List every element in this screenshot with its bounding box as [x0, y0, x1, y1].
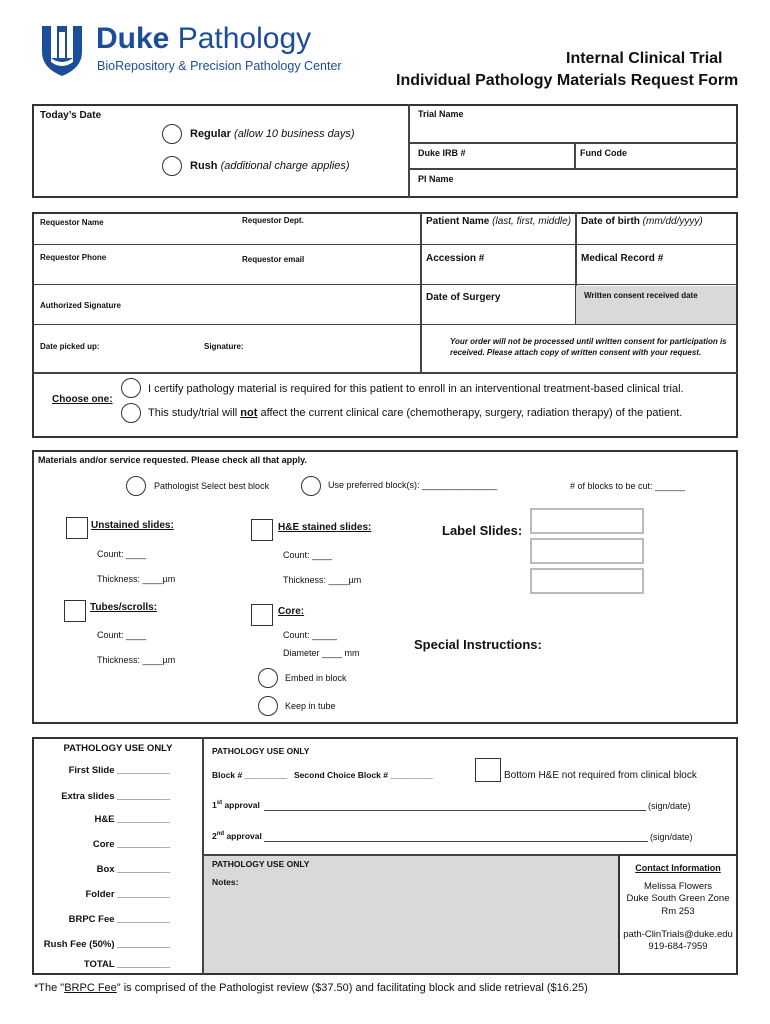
- label-slides-label: Label Slides:: [442, 523, 523, 538]
- form-title-line2: Individual Pathology Materials Request Form: [396, 72, 739, 89]
- path-use-left-title: PATHOLOGY USE ONLY: [63, 743, 173, 754]
- label-slide-box-3[interactable]: [530, 568, 644, 594]
- contact-line: Rm 253: [661, 906, 695, 917]
- path-use-notes-title: PATHOLOGY USE ONLY: [212, 859, 310, 869]
- materials-heading: Materials and/or service requested. Please check all that apply.: [38, 455, 307, 465]
- approval-2-label: 2nd approval: [212, 831, 262, 841]
- second-block-field: Second Choice Block # _________: [294, 770, 433, 780]
- footer-note: *The "BRPC Fee" is comprised of the Pathologist review ($37.50) and facilitating block and slide retrieval ($16.25): [34, 982, 588, 994]
- fee-item: H&E __________: [94, 814, 170, 825]
- regular-label: Regular (allow 10 business days): [190, 128, 355, 140]
- requestor-dept-label: Requestor Dept.: [242, 216, 304, 225]
- consent-note-1: Your order will not be processed until written consent for participation is: [450, 337, 727, 346]
- date-of-surgery-label: Date of Surgery: [426, 292, 501, 303]
- fee-item: TOTAL __________: [83, 959, 170, 970]
- fund-code-label: Fund Code: [580, 148, 627, 158]
- certify-radio[interactable]: [121, 378, 141, 398]
- notes-label: Notes:: [212, 877, 239, 887]
- not-affect-text: This study/trial will not affect the current clinical care (chemotherapy, surgery, radiation therapy) of the patient.: [148, 407, 683, 419]
- consent-date-label: Written consent received date: [584, 291, 698, 300]
- contact-title: Contact Information: [635, 863, 721, 873]
- requestor-phone-label: Requestor Phone: [40, 253, 107, 262]
- medical-record-label: Medical Record #: [581, 253, 664, 264]
- select-best-label: Pathologist Select best block: [154, 481, 270, 491]
- block-field: Block # _________: [212, 770, 288, 780]
- consent-note-2: received. Please attach copy of written consent with your request.: [450, 348, 702, 357]
- rush-label: Rush (additional charge applies): [190, 160, 350, 172]
- tubes-thickness: Thickness: ____µm: [97, 655, 176, 665]
- keep-tube-radio[interactable]: [258, 696, 278, 716]
- not-affect-radio[interactable]: [121, 403, 141, 423]
- authorized-signature-label: Authorized Signature: [40, 301, 121, 310]
- he-count: Count: ____: [283, 550, 333, 560]
- logo-wordmark: Duke Pathology: [96, 22, 312, 55]
- keep-tube-label: Keep in tube: [285, 701, 336, 711]
- fee-item: First Slide __________: [68, 765, 170, 776]
- accession-label: Accession #: [426, 253, 485, 264]
- bottom-he-label: Bottom H&E not required from clinical block: [504, 770, 697, 781]
- form-title-line1: Internal Clinical Trial: [566, 50, 723, 67]
- select-best-radio[interactable]: [126, 476, 146, 496]
- certify-text: I certify pathology material is required for this patient to enroll in an interventional treatment-based clinical trial.: [148, 383, 684, 395]
- contact-line: Melissa Flowers: [643, 881, 713, 892]
- special-instructions-label: Special Instructions:: [414, 637, 542, 652]
- fee-item: Core __________: [92, 839, 170, 850]
- embed-label: Embed in block: [285, 673, 347, 683]
- contact-line: 919-684-7959: [648, 941, 708, 952]
- tubes-checkbox[interactable]: [64, 600, 86, 622]
- patient-name-label: Patient Name (last, first, middle): [426, 216, 572, 227]
- requestor-name-label: Requestor Name: [40, 218, 104, 227]
- todays-date-label: Today’s Date: [40, 110, 102, 121]
- fee-item: Rush Fee (50%) __________: [43, 939, 170, 950]
- contact-line: path-ClinTrials@duke.edu: [623, 929, 733, 940]
- core-diameter: Diameter ____ mm: [283, 648, 360, 658]
- embed-radio[interactable]: [258, 668, 278, 688]
- path-use-right-title: PATHOLOGY USE ONLY: [212, 746, 310, 756]
- approval-2-sign: (sign/date): [650, 832, 693, 842]
- request-info-box: [32, 104, 738, 198]
- he-thickness: Thickness: ____µm: [283, 575, 362, 585]
- he-stained-checkbox[interactable]: [251, 519, 273, 541]
- label-slide-box-1[interactable]: [530, 508, 644, 534]
- trial-name-label: Trial Name: [418, 109, 464, 119]
- core-label: Core:: [278, 606, 305, 617]
- unstained-thickness: Thickness: ____µm: [97, 574, 176, 584]
- choose-one-label: Choose one:: [52, 394, 113, 405]
- approval-1-label: 1st approval: [212, 800, 260, 810]
- fee-item: BRPC Fee __________: [68, 914, 170, 925]
- unstained-label: Unstained slides:: [91, 520, 174, 531]
- fee-item: Extra slides __________: [61, 791, 170, 802]
- core-checkbox[interactable]: [251, 604, 273, 626]
- preferred-block-radio[interactable]: [301, 476, 321, 496]
- approval-1-sign: (sign/date): [648, 801, 691, 811]
- blocks-cut-label: # of blocks to be cut: ______: [570, 481, 686, 491]
- bottom-he-checkbox[interactable]: [475, 758, 501, 782]
- core-count: Count: _____: [283, 630, 338, 640]
- label-slide-box-2[interactable]: [530, 538, 644, 564]
- unstained-checkbox[interactable]: [66, 517, 88, 539]
- date-picked-up-label: Date picked up:: [40, 342, 100, 351]
- contact-line: Duke South Green Zone: [626, 893, 730, 904]
- dob-label: Date of birth (mm/dd/yyyy): [581, 216, 703, 227]
- duke-shield-logo: [36, 22, 88, 78]
- regular-radio[interactable]: [162, 124, 182, 144]
- logo-subtitle: BioRepository & Precision Pathology Center: [97, 59, 342, 73]
- pi-name-label: PI Name: [418, 174, 454, 184]
- tubes-count: Count: ____: [97, 630, 147, 640]
- preferred-block-label: Use preferred block(s): _______________: [328, 480, 498, 490]
- tubes-label: Tubes/scrolls:: [90, 602, 158, 613]
- fee-item: Folder __________: [85, 889, 170, 900]
- duke-irb-label: Duke IRB #: [418, 148, 466, 158]
- requestor-email-label: Requestor email: [242, 255, 305, 264]
- rush-radio[interactable]: [162, 156, 182, 176]
- unstained-count: Count: ____: [97, 549, 147, 559]
- signature-label: Signature:: [204, 342, 244, 351]
- fee-item: Box __________: [96, 864, 170, 875]
- he-stained-label: H&E stained slides:: [278, 522, 372, 533]
